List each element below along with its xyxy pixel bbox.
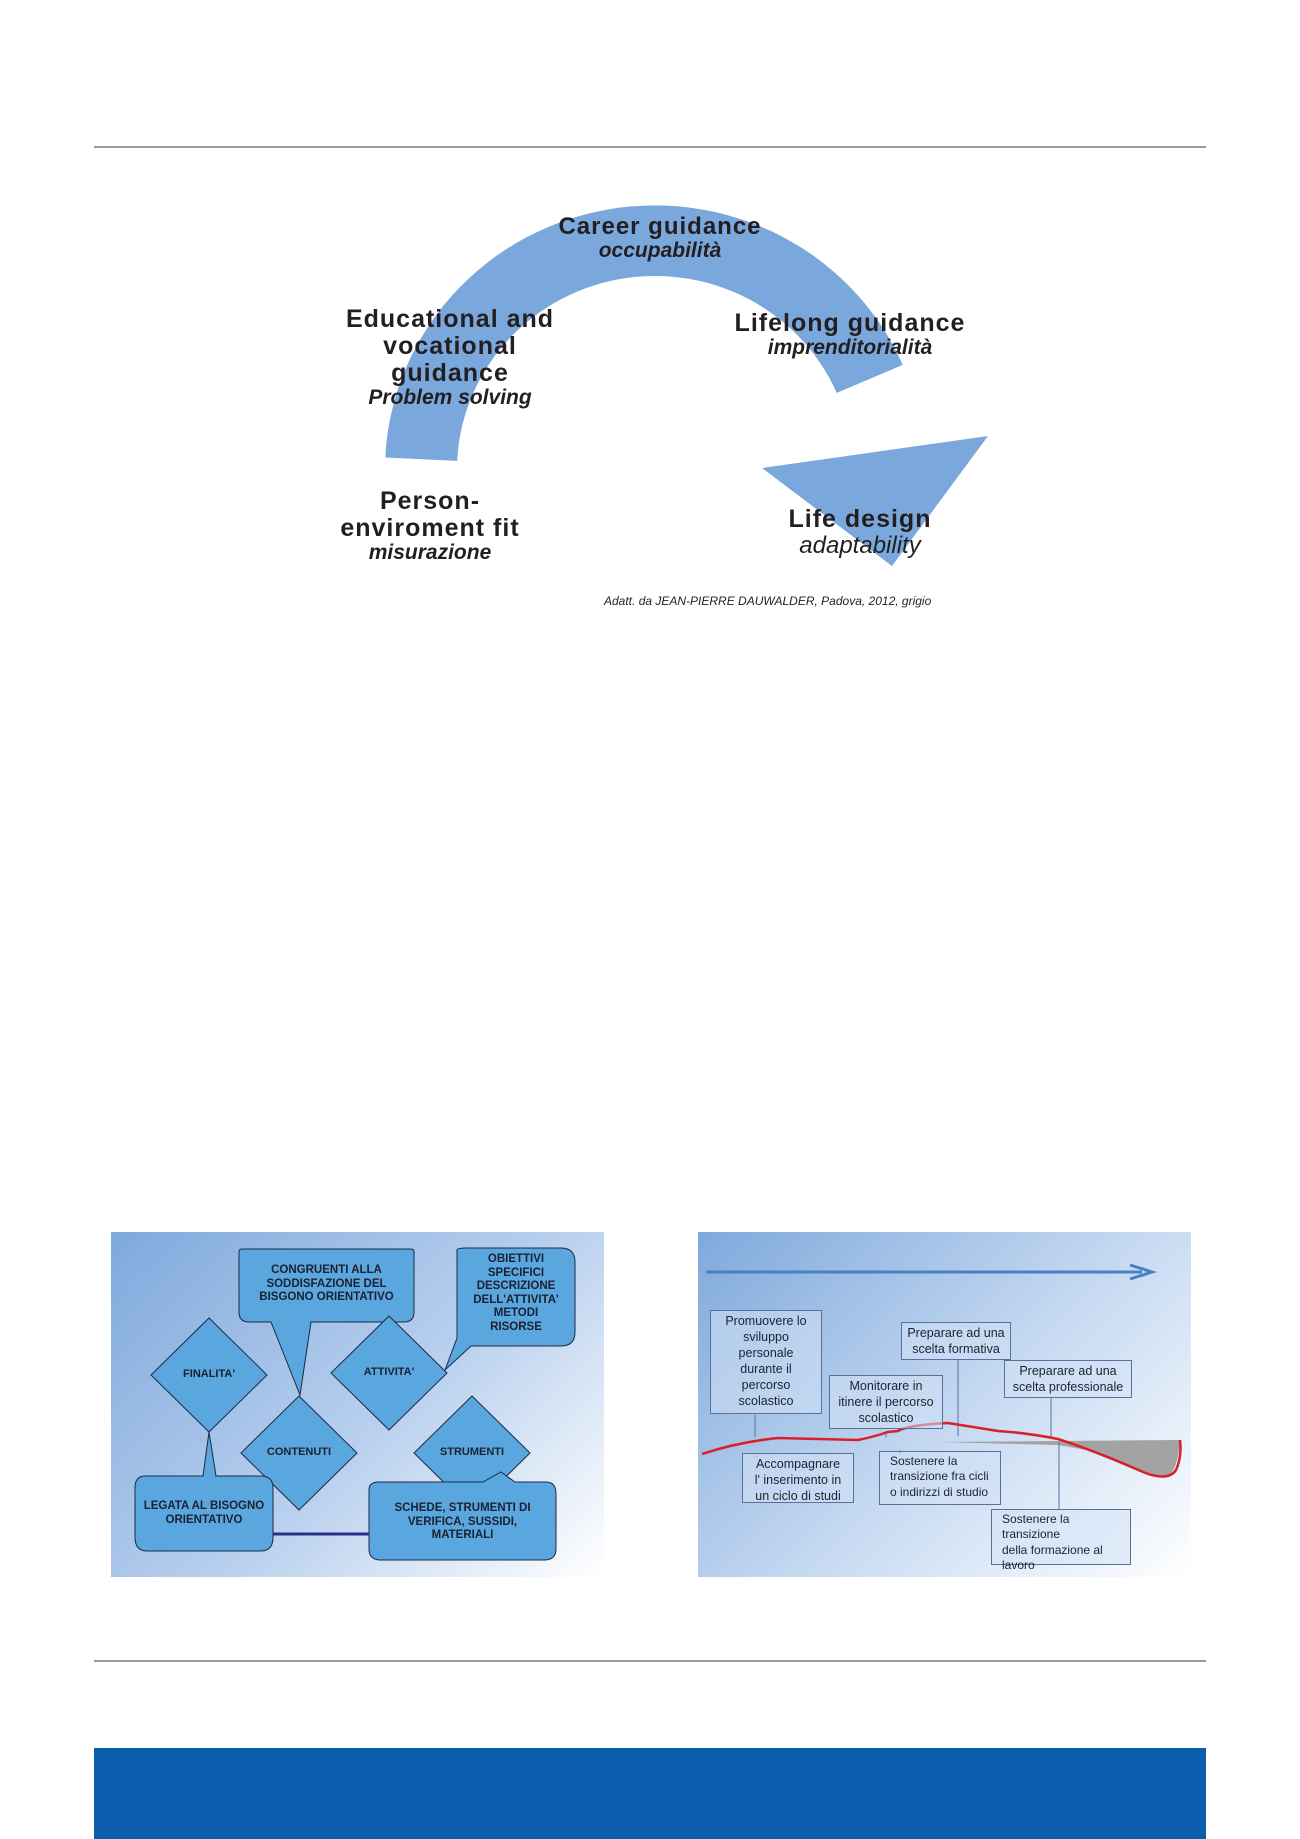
monitorare-box: Monitorare in itinere il percorso scolastico (829, 1375, 943, 1429)
career-guidance-label: Career guidance occupabilità (558, 213, 762, 262)
contenuti-text: CONTENUTI (266, 1446, 332, 1458)
sostenere-cicli-box: Sostenere la transizione fra cicli o indirizzi di studio (879, 1451, 1001, 1505)
timeline-diagram (698, 1232, 1191, 1577)
finalita-text: FINALITA' (183, 1368, 235, 1380)
guidance-arrow (0, 0, 1300, 620)
lifelong-guidance-label: Lifelong guidance imprenditorialità (734, 309, 966, 359)
attivita-text: ATTIVITA' (363, 1366, 415, 1378)
footer-bar (94, 1748, 1206, 1839)
diagram-credit: Adatt. da JEAN-PIERRE DAUWALDER, Padova, 2012, grigio (604, 594, 932, 608)
obiettivi-text: OBIETTIVI SPECIFICI DESCRIZIONE DELL'ATTIVITA' METODI RISORSE (473, 1253, 559, 1333)
promuovere-box: Promuovere lo sviluppo personale durante il percorso scolastico (710, 1310, 822, 1414)
legata-text: LEGATA AL BISOGNO ORIENTATIVO (143, 1500, 265, 1526)
congruenti-text: CONGRUENTI ALLA SODDISFAZIONE DEL BISGONO ORIENTATIVO (259, 1264, 394, 1304)
strumenti-text: STRUMENTI (439, 1446, 505, 1458)
sostenere-lavoro-box: Sostenere la transizione della formazione al lavoro (991, 1509, 1131, 1565)
preparare-professionale-box: Preparare ad una scelta professionale (1004, 1360, 1132, 1398)
accompagnare-box: Accompagnare l' inserimento in un ciclo di studi (742, 1453, 854, 1503)
life-design-label: Life design adaptability (788, 505, 932, 559)
educational-guidance-label: Educational and vocational guidance Problem solving (345, 305, 555, 409)
preparare-formativa-box: Preparare ad una scelta formativa (901, 1322, 1011, 1360)
planning-diagram (111, 1232, 604, 1577)
person-environment-label: Person- enviroment fit misurazione (340, 487, 520, 564)
schede-text: SCHEDE, STRUMENTI DI VERIFICA, SUSSIDI, MATERIALI (394, 1502, 531, 1542)
footer-rule (94, 1660, 1206, 1662)
